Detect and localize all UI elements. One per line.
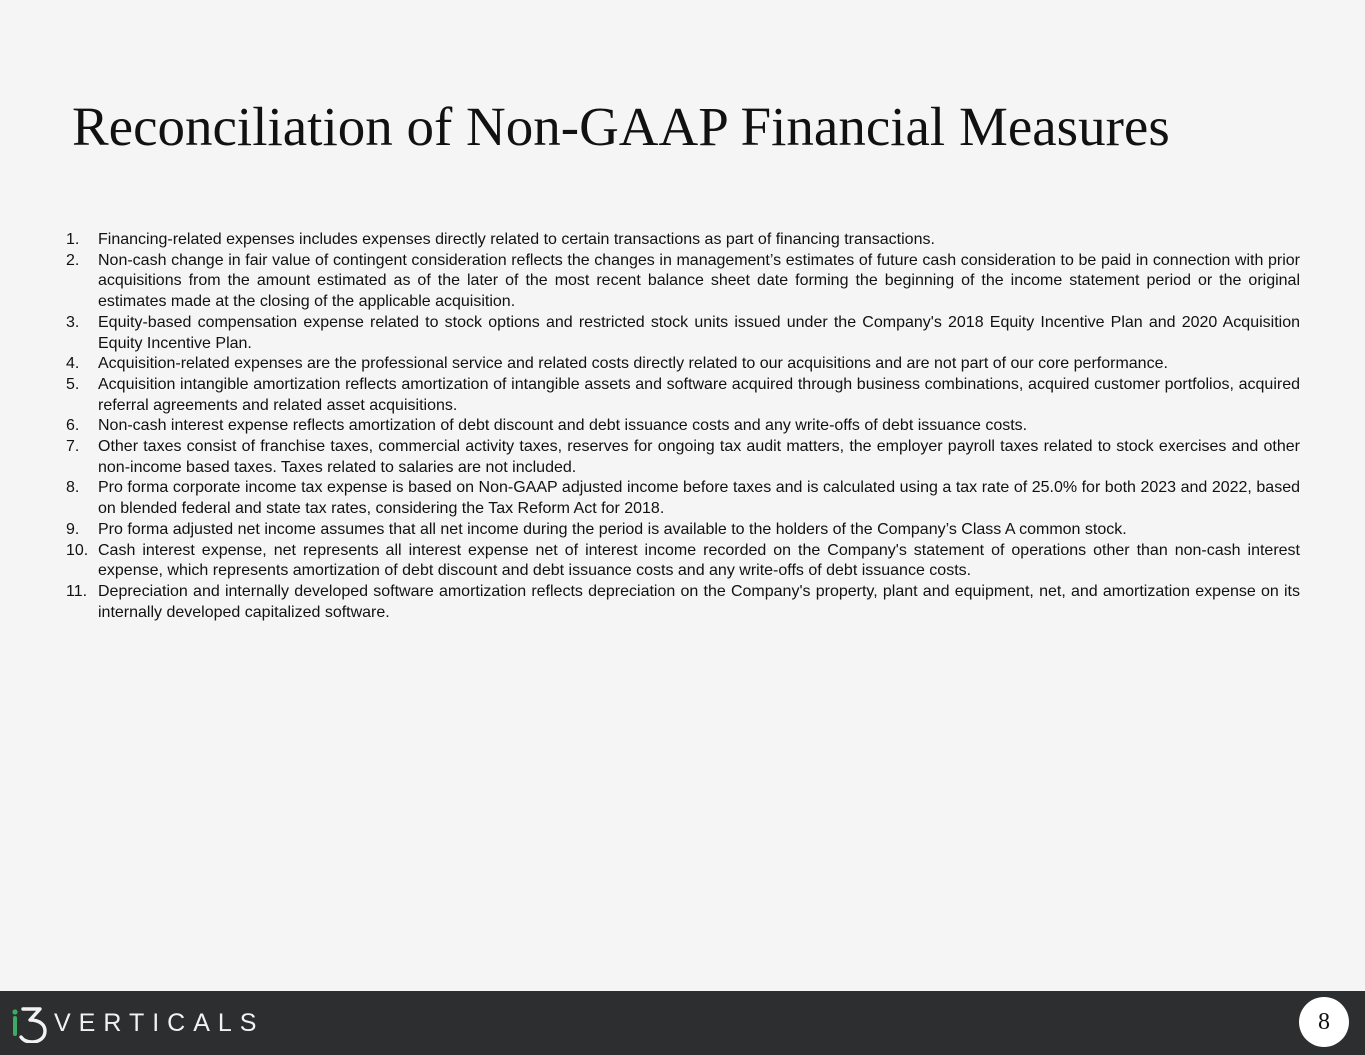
page-number-badge: 8 [1299, 997, 1349, 1047]
footnote-item [66, 313, 1300, 354]
footnote-number: 8. [66, 479, 80, 497]
page-title: Reconciliation of Non-GAAP Financial Measures [72, 96, 1170, 157]
footnote-item [66, 478, 1300, 519]
footnote-number: 9. [66, 520, 80, 538]
footnote-text: Financing-related expenses includes expenses directly related to certain transactions as part of financing transactions. [98, 231, 935, 248]
footnote-item [66, 375, 1300, 416]
footnote-item [66, 520, 1300, 541]
footer-bar [0, 991, 1365, 1055]
footnote-item [66, 541, 1300, 582]
footnote-item [66, 354, 1300, 375]
footnote-text: Other taxes consist of franchise taxes, commercial activity taxes, reserves for ongoing tax audit matters, the employer payroll taxes related to stock exercises and other non-income based taxes. Taxes related to salaries are not included. [98, 438, 1300, 476]
footnote-item [66, 416, 1300, 437]
footnote-text: Pro forma corporate income tax expense is based on Non-GAAP adjusted income before taxes and is calculated using a tax rate of 25.0% for both 2023 and 2022, based on blended federal and state tax rates, considering the Tax Reform Act for 2018. [98, 479, 1300, 518]
footnote-number: 1. [66, 231, 80, 248]
footnote-text: Acquisition intangible amortization reflects amortization of intangible assets and software acquired through business combinations, acquired customer portfolios, acquired referral agreements and related asset acquisitions. [98, 375, 1300, 414]
footnote-item [66, 251, 1300, 313]
footnote-number: 11. [66, 582, 88, 600]
footnote-text: Depreciation and internally developed software amortization reflects depreciation on the Company's property, plant and equipment, net, and amortization expense on its internally developed capitalized software. [98, 582, 1300, 621]
footnotes-list [66, 230, 1300, 623]
footnote-text: Pro forma adjusted net income assumes that all net income during the period is available to the holders of the Company’s Class A common stock. [98, 520, 1127, 538]
footnote-number: 5. [66, 375, 80, 393]
footnote-item [66, 437, 1300, 478]
logo-wordmark: VERTICALS [54, 1009, 265, 1037]
footnote-text: Non-cash interest expense reflects amortization of debt discount and debt issuance costs and any write-offs of debt issuance costs. [98, 417, 1028, 435]
footnote-item [66, 230, 1300, 251]
footnote-number: 10. [66, 541, 89, 559]
footnote-number: 3. [66, 313, 80, 331]
footnote-text: Equity-based compensation expense related to stock options and restricted stock units issued under the Company's 2018 Equity Incentive Plan and 2020 Acquisition Equity Incentive Plan. [98, 313, 1300, 352]
footnote-text: Acquisition-related expenses are the professional service and related costs directly related to our acquisitions and are not part of our core performance. [98, 355, 1168, 373]
footnote-text: Non-cash change in fair value of contingent consideration reflects the changes in management’s estimates of future cash consideration to be paid in connection with prior acquisitions from the amount estimated as of the later of the most recent balance sheet date forming the beginning of the income statement period or the original estimates made at the closing of the applicable acquisition. [98, 251, 1300, 311]
company-logo [10, 1003, 264, 1043]
footnote-text: Cash interest expense, net represents all interest expense net of interest income recorded on the Company's statement of operations other than non-cash interest expense, which represents amortization of debt discount and debt issuance costs and any write-offs of debt issuance costs. [98, 541, 1300, 580]
footnote-number: 4. [66, 355, 80, 373]
footnote-number: 2. [66, 251, 80, 269]
footnote-number: 7. [66, 438, 80, 456]
footnote-item [66, 582, 1300, 623]
footnote-number: 6. [66, 417, 80, 435]
i3-logo-icon [10, 1003, 50, 1043]
